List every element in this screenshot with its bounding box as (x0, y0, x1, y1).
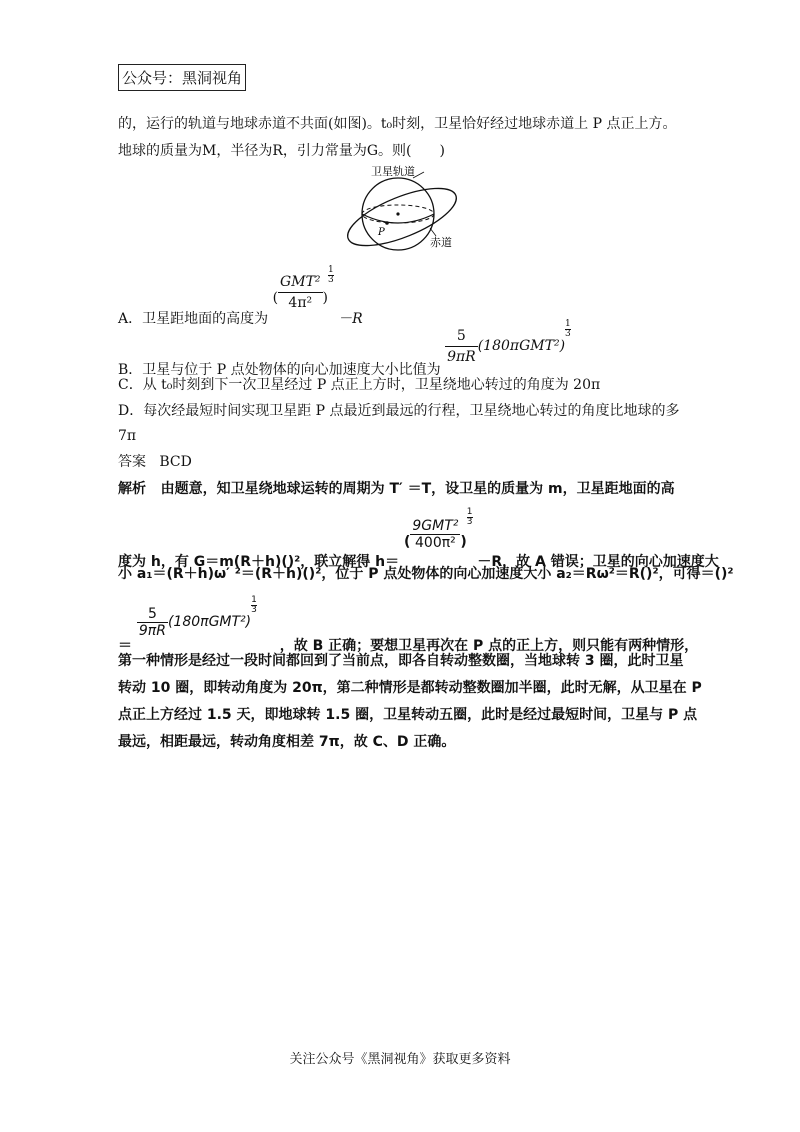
answer-value: BCD (159, 454, 192, 470)
analysis-line-7: 点正上方经过 1.5 天，即地球转 1.5 圈，卫星转动五圈，此时是经过最短时间，卫星与 P 点 (118, 707, 698, 723)
question-line-1: 的，运行的轨道与地球赤道不共面(如图)。t₀时刻，卫星恰好经过地球赤道上 P 点正上方。 (118, 116, 677, 132)
option-a: A．卫星距地面的高度为 ( $\frac{\text{GMT²}}{\text{4π²}}$ ) $\frac{1}{3} -R$ (118, 265, 363, 327)
analysis-2-numerator: 9GMT² (412, 517, 459, 534)
option-b-denominator: 9πR (447, 348, 476, 365)
exp-num: 1 (565, 319, 571, 329)
analysis-text-1: 由题意，知卫星绕地球运转的周期为 T′ ＝T，设卫星的质量为 m，卫星距地面的高 (160, 481, 675, 497)
analysis-line-8: 最远，相距最远，转动角度相差 7π，故 C、D 正确。 (118, 734, 456, 750)
option-a-numerator: GMT² (278, 272, 322, 293)
analysis-4-numerator: 5 (137, 606, 168, 623)
analysis-line-6: 转动 10 圈，即转动角度为 20π，第二种情形是都转动整数圈加半圈，此时无解，从卫星在 P (118, 680, 702, 696)
analysis-line-1 (118, 478, 675, 498)
point-p-label: P (378, 227, 385, 238)
exp-num: 1 (466, 507, 473, 517)
question-line-2: 地球的质量为M，半径为R，引力常量为G。则( ) (118, 143, 445, 159)
analysis-line-4 (118, 595, 699, 654)
analysis-4-denominator: 9πR (138, 622, 166, 639)
analysis-line-3: 小 a₁＝(R＋h)ω′ ²＝(R＋h)()²，位于 P 点处物体的向心加速度大小 a₂＝Rω²＝R()²，可得＝()² (118, 566, 734, 582)
analysis-line-2: 度为 h，有 G＝m(R＋h)()²，联立解得 h＝ ( $\frac{\text{9GMT²}}{\text{400π²}}$ ) $\frac{1}{3} -R$，故 A 错误；卫星的向心加速度大 (118, 507, 719, 570)
option-c: C．从 t₀时刻到下一次卫星经过 P 点正上方时，卫星绕地心转过的角度为 20π (118, 377, 601, 393)
equator-label: 赤道 (430, 236, 452, 249)
satellite-orbit-figure (340, 162, 470, 262)
analysis-4-mid: (180πGMT²) (167, 614, 252, 630)
exp-num: 1 (327, 265, 334, 275)
option-b-numerator: 5 (445, 326, 478, 347)
option-b-text: B．卫星与位于 P 点处物体的向心加速度大小比值为 (118, 362, 441, 378)
exp-den: 3 (466, 517, 473, 527)
exp-num: 1 (251, 595, 257, 605)
option-d: D．每次经最短时间实现卫星距 P 点最近到最远的行程，卫星绕地心转过的角度比地球的多 (118, 403, 680, 419)
analysis-label: 解析 (118, 481, 146, 497)
exp-den: 3 (251, 605, 257, 615)
analysis-text-2a: 度为 h，有 G＝m(R＋h)()²，联立解得 h＝ (118, 554, 400, 570)
option-a-tail: －R (338, 311, 363, 327)
option-a-text: A．卫星距地面的高度为 (118, 311, 269, 327)
analysis-2-denominator: 400π² (415, 534, 456, 551)
brand-header: 公众号：黑洞视角 (118, 64, 246, 91)
analysis-line-5: 第一种情形是经过一段时间都回到了当前点，即各自转动整数圈，当地球转 3 圈，此时卫星 (118, 653, 684, 669)
analysis-4-eq: ＝ (118, 638, 132, 654)
page-footer: 关注公众号《黑洞视角》获取更多资料 (289, 1052, 511, 1067)
option-a-denominator: 4π² (288, 294, 313, 311)
answer-line (118, 452, 192, 472)
answer-label: 答案 (118, 454, 146, 470)
exp-den: 3 (565, 329, 571, 339)
option-b-tail: (180πGMT²) (477, 338, 566, 354)
orbit-label: 卫星轨道 (371, 165, 415, 178)
exp-den: 3 (327, 275, 334, 285)
option-d-cont: 7π (118, 428, 137, 444)
analysis-text-4b: ，故 B 正确；要想卫星再次在 P 点的正上方，则只能有两种情形， (279, 638, 699, 654)
analysis-text-2b: －R，故 A 错误；卫星的向心加速度大 (477, 554, 719, 570)
